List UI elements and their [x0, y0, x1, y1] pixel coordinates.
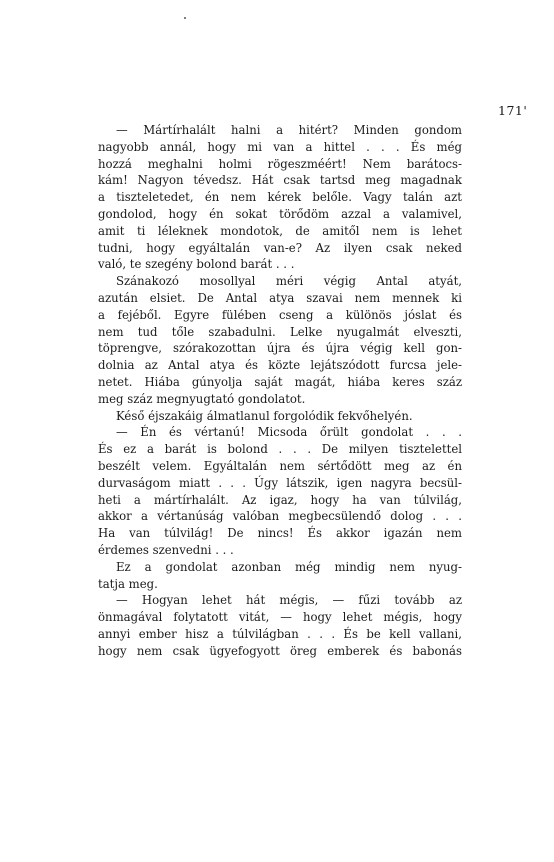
- text-line: a fejéből. Egyre fülében cseng a különös jóslat és: [98, 307, 462, 322]
- text-line: Szánakozó mosollyal méri végig Antal atyát,: [116, 274, 462, 289]
- body-text: [98, 122, 462, 660]
- text-line: durvaságom miatt . . . Úgy látszik, igen nagyra becsül-: [98, 475, 462, 490]
- text-line: töprengve, szórakozottan újra és újra végig kell gon-: [98, 341, 462, 356]
- paragraph: [98, 408, 462, 425]
- text-line: amit ti léleknek mondotok, de amitől nem is lehet: [98, 223, 462, 238]
- paragraph: [98, 592, 462, 659]
- text-line: dolnia az Antal atya és közte lejátszódott furcsa jele-: [98, 358, 462, 373]
- paragraph: [98, 424, 462, 558]
- paragraph: [98, 273, 462, 407]
- text-line: tatja meg.: [98, 576, 158, 591]
- text-line: — Én és vértanú! Micsoda őrült gondolat . . .: [116, 425, 462, 440]
- paragraph: [98, 559, 462, 593]
- text-line: netet. Hiába gúnyolja saját magát, hiába keres száz: [98, 374, 462, 389]
- text-line: annyi ember hisz a túlvilágban . . . És be kell vallani,: [98, 626, 462, 641]
- page-number: 171': [498, 103, 528, 118]
- text-line: akkor a vértanúság valóban megbecsülendő dolog . . .: [98, 509, 462, 524]
- text-line: érdemes szenvedni . . .: [98, 542, 234, 557]
- text-line: Késő éjszakáig álmatlanul forgolódik fekvőhelyén.: [116, 408, 413, 423]
- text-line: beszélt velem. Egyáltalán nem sértődött meg az én: [98, 458, 462, 473]
- text-line: kám! Nagyon tévedsz. Hát csak tartsd meg magadnak: [98, 173, 462, 188]
- text-line: gondolod, hogy én sokat törődöm azzal a valamivel,: [98, 206, 462, 221]
- paragraph: [98, 122, 462, 273]
- text-line: Ez a gondolat azonban még mindig nem nyug-: [116, 559, 462, 574]
- text-line: való, te szegény bolond barát . . .: [98, 257, 295, 272]
- text-line: azután elsiet. De Antal atya szavai nem mennek ki: [98, 290, 462, 305]
- text-line: tudni, hogy egyáltalán van-e? Az ilyen csak neked: [98, 240, 462, 255]
- text-line: a tiszteletedet, én nem kérek belőle. Vagy talán azt: [98, 190, 462, 205]
- text-line: heti a mártírhalált. Az igaz, hogy ha van túlvilág,: [98, 492, 462, 507]
- text-line: — Hogyan lehet hát mégis, — fűzi tovább az: [116, 593, 462, 608]
- text-line: hozzá meghalni holmi rögeszméért! Nem barátocs-: [98, 156, 462, 171]
- scan-speck: [184, 17, 186, 19]
- text-line: — Mártírhalált halni a hitért? Minden gondom: [116, 123, 462, 137]
- text-line: hogy nem csak ügyefogyott öreg emberek és babonás: [98, 643, 462, 658]
- text-line: nagyobb annál, hogy mi van a hittel . . . És még: [98, 139, 462, 154]
- text-line: És ez a barát is bolond . . . De milyen tisztelettel: [98, 442, 462, 457]
- text-line: meg száz megnyugtató gondolatot.: [98, 391, 306, 406]
- text-line: Ha van túlvilág! De nincs! És akkor igazán nem: [98, 526, 462, 541]
- text-line: nem tud tőle szabadulni. Lelke nyugalmát elveszti,: [98, 324, 462, 339]
- text-line: önmagával folytatott vitát, — hogy lehet mégis, hogy: [98, 610, 462, 625]
